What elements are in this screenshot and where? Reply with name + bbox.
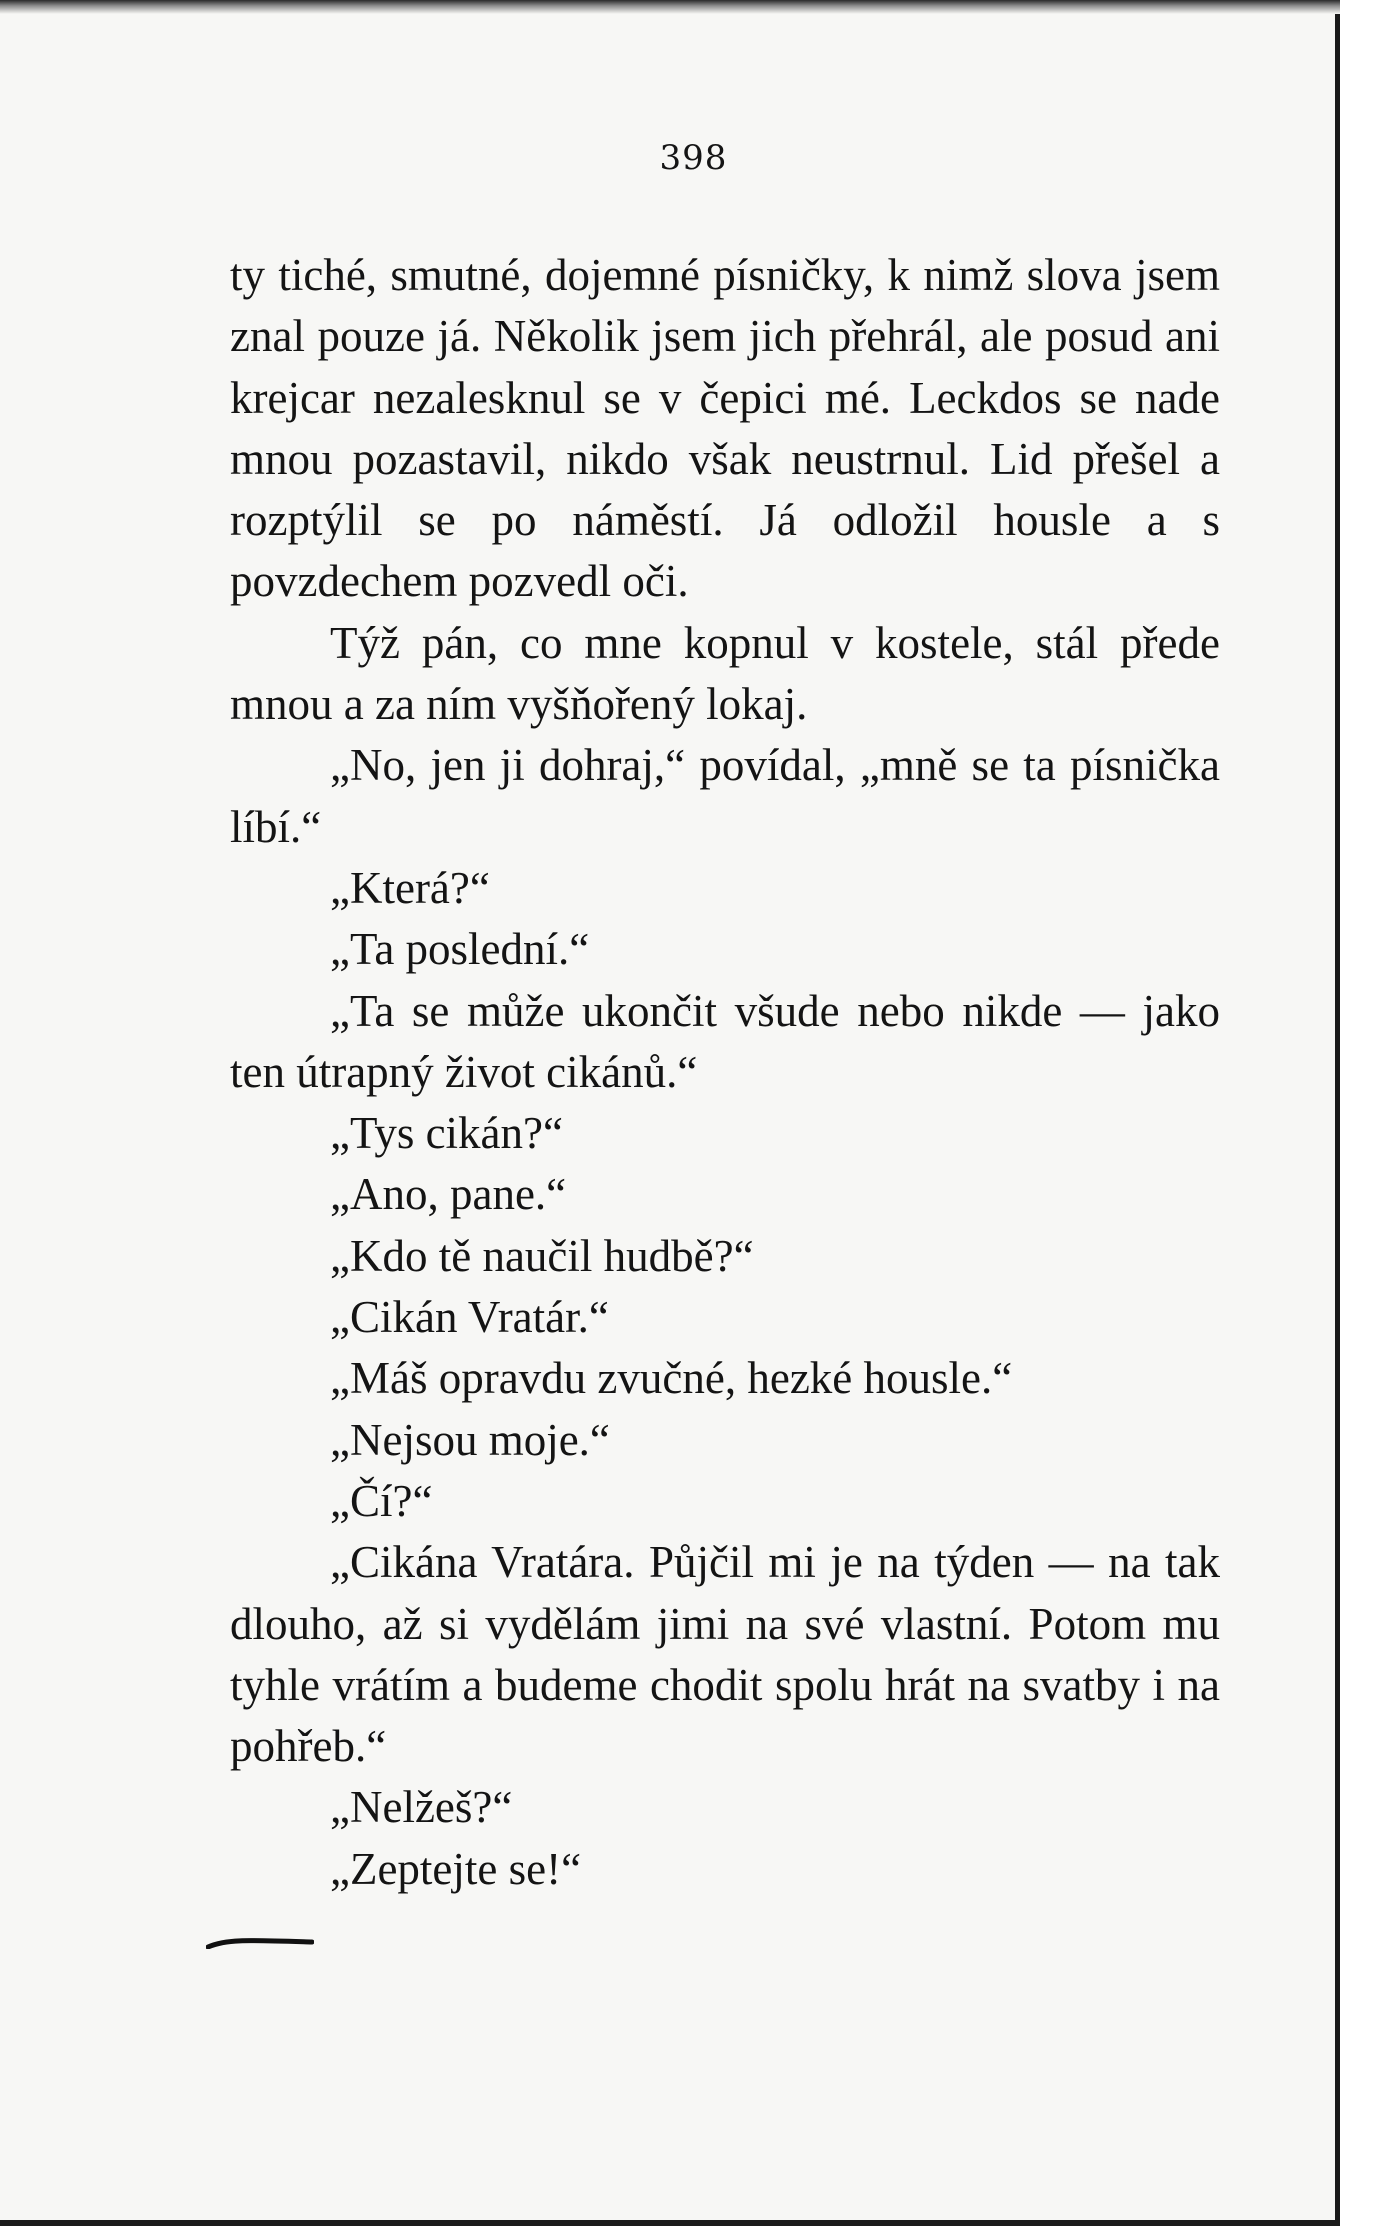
paragraph: „No, jen ji dohraj,“ povídal, „mně se ta písnička líbí.“ — [230, 740, 1220, 852]
ink-stroke-mark — [206, 1937, 314, 1949]
paragraph: „Nejsou moje.“ — [330, 1414, 610, 1465]
paragraph: „Máš opravdu zvučné, hezké housle.“ — [330, 1353, 1013, 1404]
paragraph: ty tiché, smutné, dojemné písničky, k nimž slova jsem znal pouze já. Několik jsem jich přehrál, ale posud ani krejcar nezalesknul se v čepici mé. Leckdos se nade mnou pozastavil, nikdo však neustrnul. Lid přešel a rozptýlil se po náměstí. Já odložil housle a s povzdechem pozvedl oči. — [230, 250, 1220, 607]
paragraph: „Cikána Vratára. Půjčil mi je na týden — na tak dlouho, až si vydělám jimi na své vlastní. Potom mu tyhle vrátím a budeme chodit spolu hrát na svatby i na pohřeb.“ — [230, 1537, 1220, 1772]
paragraph: „Čí?“ — [330, 1475, 433, 1526]
paragraph: „Která?“ — [330, 862, 490, 913]
paragraph: „Ano, pane.“ — [330, 1169, 567, 1220]
paragraph: „Zeptejte se!“ — [330, 1843, 582, 1894]
page-number: 398 — [659, 138, 728, 178]
paragraph: „Tys cikán?“ — [330, 1108, 563, 1159]
paragraph: „Ta se může ukončit všude nebo nikde — jako ten útrapný život cikánů.“ — [230, 985, 1220, 1097]
paragraph: „Nelžeš?“ — [330, 1782, 513, 1833]
body-text — [230, 245, 1220, 1900]
paragraph: „Cikán Vratár.“ — [330, 1292, 609, 1343]
paragraph: „Ta poslední.“ — [330, 924, 590, 975]
page-top-edge — [0, 0, 1340, 14]
paragraph: Týž pán, co mne kopnul v kostele, stál přede mnou a za ním vyšňořený lokaj. — [230, 617, 1220, 730]
paragraph: „Kdo tě naučil hudbě?“ — [330, 1230, 754, 1281]
